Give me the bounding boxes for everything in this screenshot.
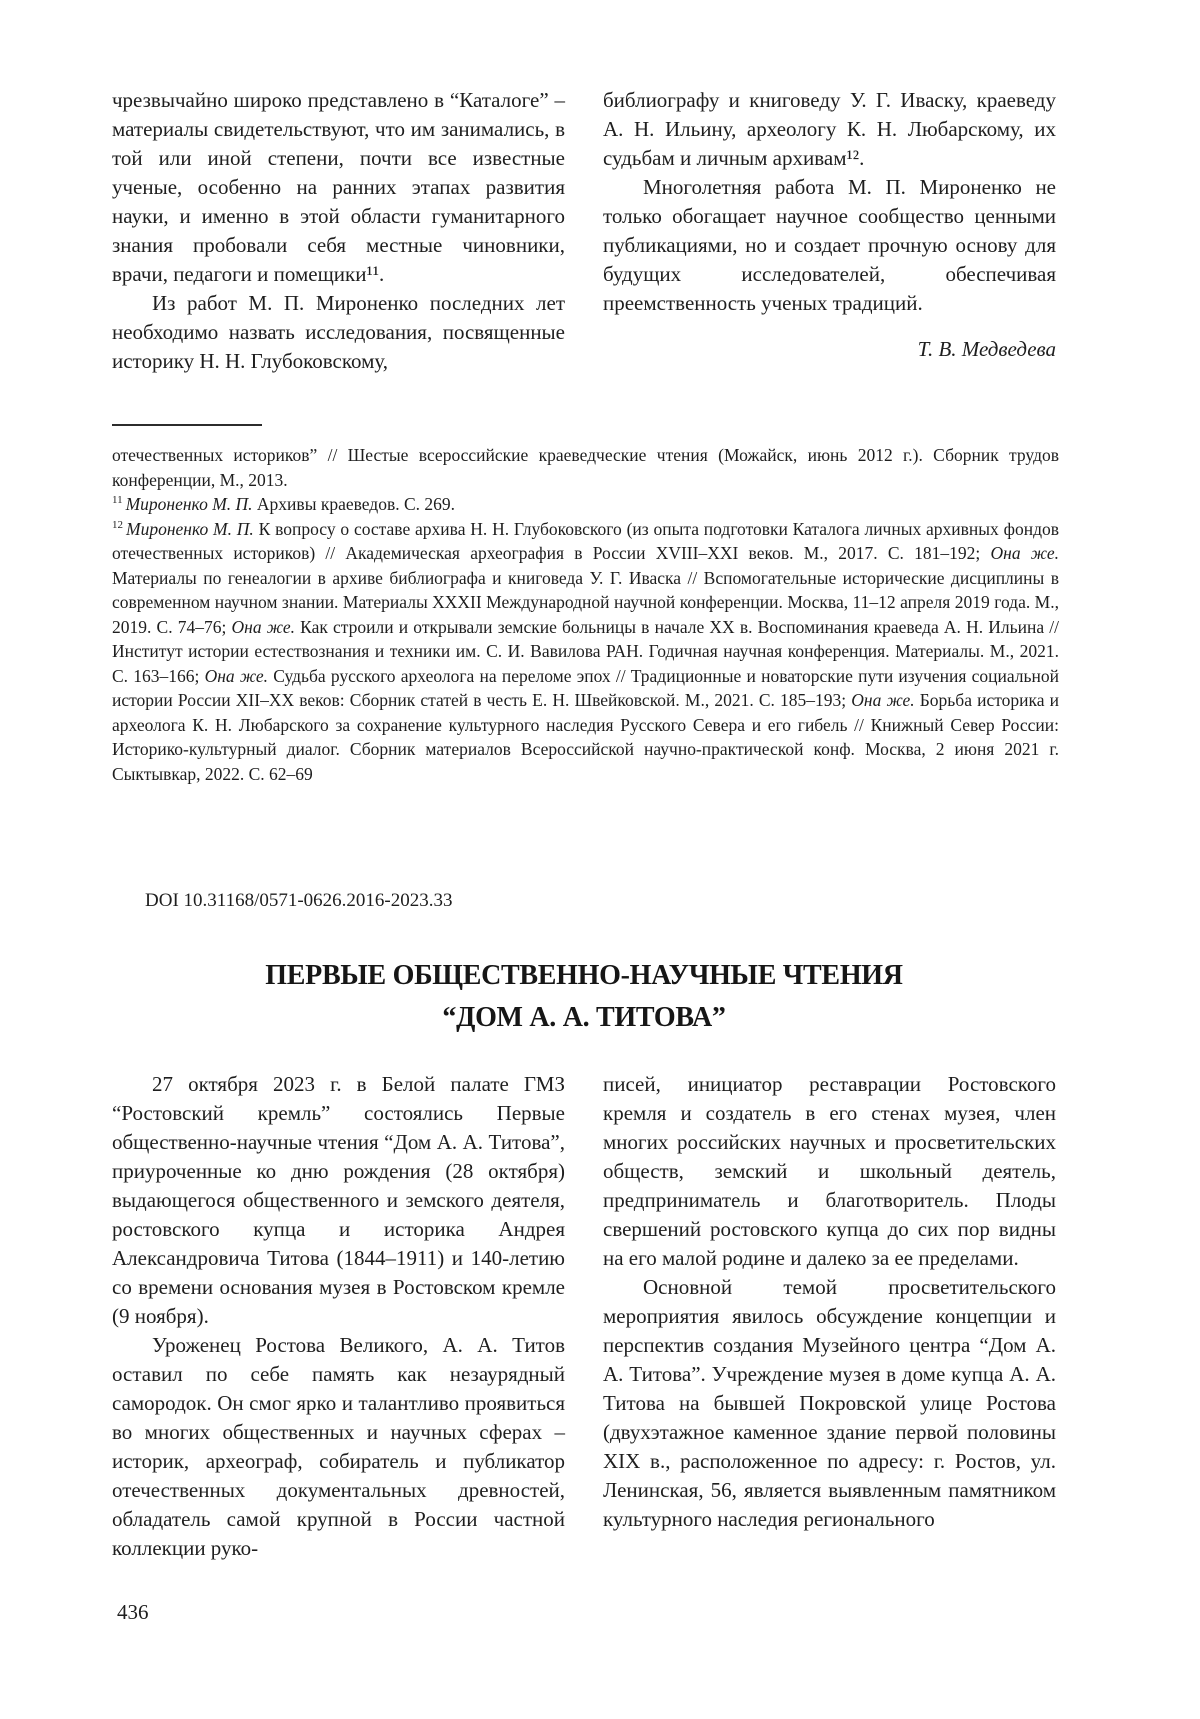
paragraph: писей, инициатор реставрации Ростовского кремля и создатель в его стенах музея, член многих российских научных и просветительских обществ, земский и школьный деятель, предприниматель и благотворитель. Плоды свершений ростовского купца до сих пор видны на его малой родине и далеко за ее пределами. xyxy=(603,1072,1056,1270)
paragraph: чрезвычайно широко представлено в “Каталоге” – материалы свидетельствуют, что им занимались, в той или иной степени, почти все известные ученые, особенно на ранних этапах развития науки, и именно в этой области гуманитарного знания пробовали себя местные чиновники, врачи, педагоги и помещики¹¹. xyxy=(112,88,565,286)
footnote-item xyxy=(112,492,1059,517)
article-columns xyxy=(112,1070,1056,1563)
paragraph: Уроженец Ростова Великого, А. А. Титов оставил по себе память как незаурядный самородок. Он смог ярко и талантливо проявиться во многих общественных и научных сферах – историк, археограф, собиратель и публикатор отечественных документальных древностей, обладатель самой крупной в России частной коллекции руко- xyxy=(112,1333,565,1560)
footnote-divider xyxy=(112,424,262,426)
footnote-marker: 11 xyxy=(112,494,123,507)
page-number: 436 xyxy=(117,1600,149,1624)
footnote-text: Мироненко М. П. Архивы краеведов. С. 269. xyxy=(125,494,456,514)
footnote-item xyxy=(112,517,1059,787)
prev-article-left-column xyxy=(112,86,565,376)
author-signature: Т. В. Медведева xyxy=(917,337,1056,361)
prev-article-right-column xyxy=(603,86,1056,376)
paragraph: 27 октября 2023 г. в Белой палате ГМЗ “Ростовский кремль” состоялись Первые общественно-научные чтения “Дом А. А. Титова”, приуроченные ко дню рождения (28 октября) выдающегося общественного и земского деятеля, ростовского купца и историка Андрея Александровича Титова (1844–1911) и 140-летию со времени основания музея в Ростовском кремле (9 ноября). xyxy=(112,1072,565,1328)
footnote-text: Мироненко М. П. К вопросу о составе архива Н. Н. Глубоковского (из опыта подготовки Каталога личных архивных фондов отечественных историков) // Академическая археография в России XVIII–XXI веков. М., 2017. С. 181–192; Она же. Материалы по генеалогии в архиве библиографа и книговеда У. Г. Иваска // Вспомогательные исторические дисциплины в современном научном знании. Материалы XXXII Международной научной конференции. Москва, 11–12 апреля 2019 года. М., 2019. С. 74–76; Она же. Как строили и открывали земские больницы в начале XX в. Воспоминания краеведа А. Н. Ильина // Институт истории естествознания и техники им. С. И. Вавилова РАН. Годичная научная конференция. Материалы. М., 2021. С. 163–166; Она же. Судьба русского археолога на переломе эпох // Традиционные и новаторские пути изучения социальной истории России XII–XX веков: Сборник статей в честь Е. Н. Швейковской. М., 2021. С. 185–193; Она же. Борьба историка и археолога К. Н. Любарского за сохранение культурного наследия Русского Севера и его гибель // Книжный Север России: Историко-культурный диалог. Сборник материалов Всероссийской научно-практической конф. Москва, 2 июня 2021 г. Сыктывкар, 2022. С. 62–69 xyxy=(112,518,1059,784)
article-right-column xyxy=(603,1070,1056,1563)
prev-article-columns xyxy=(112,86,1056,376)
paragraph: Многолетняя работа М. П. Мироненко не только обогащает научное сообщество ценными публикациями, но и создает прочную основу для будущих исследователей, обеспечивая преемственность ученых традиций. xyxy=(603,175,1056,315)
footnotes-block xyxy=(112,443,1059,786)
footnote-marker: 12 xyxy=(112,518,123,531)
paragraph: Из работ М. П. Мироненко последних лет необходимо назвать исследования, посвященные историку Н. Н. Глубоковскому, xyxy=(112,291,565,373)
paragraph: Основной темой просветительского мероприятия явилось обсуждение концепции и перспектив создания Музейного центра “Дом А. А. Титова”. Учреждение музея в доме купца А. А. Титова на бывшей Покровской улице Ростова (двухэтажное каменное здание первой половины XIX в., расположенное по адресу: г. Ростов, ул. Ленинская, 56, является выявленным памятником культурного наследия регионального xyxy=(603,1275,1056,1531)
article-title-line2: “ДОМ А. А. ТИТОВА” xyxy=(442,1002,726,1033)
article-title xyxy=(112,955,1056,1039)
paragraph: библиографу и книговеду У. Г. Иваску, краеведу А. Н. Ильину, археологу К. Н. Любарскому, их судьбам и личным архивам¹². xyxy=(603,88,1056,170)
article-title-line1: ПЕРВЫЕ ОБЩЕСТВЕННО-НАУЧНЫЕ ЧТЕНИЯ xyxy=(265,960,903,991)
article-left-column xyxy=(112,1070,565,1563)
doi-line: DOI 10.31168/0571-0626.2016-2023.33 xyxy=(145,890,453,911)
footnote-continuation: отечественных историков” // Шестые всероссийские краеведческие чтения (Можайск, июнь 2012 г.). Сборник трудов конференции, М., 2013. xyxy=(112,445,1059,490)
